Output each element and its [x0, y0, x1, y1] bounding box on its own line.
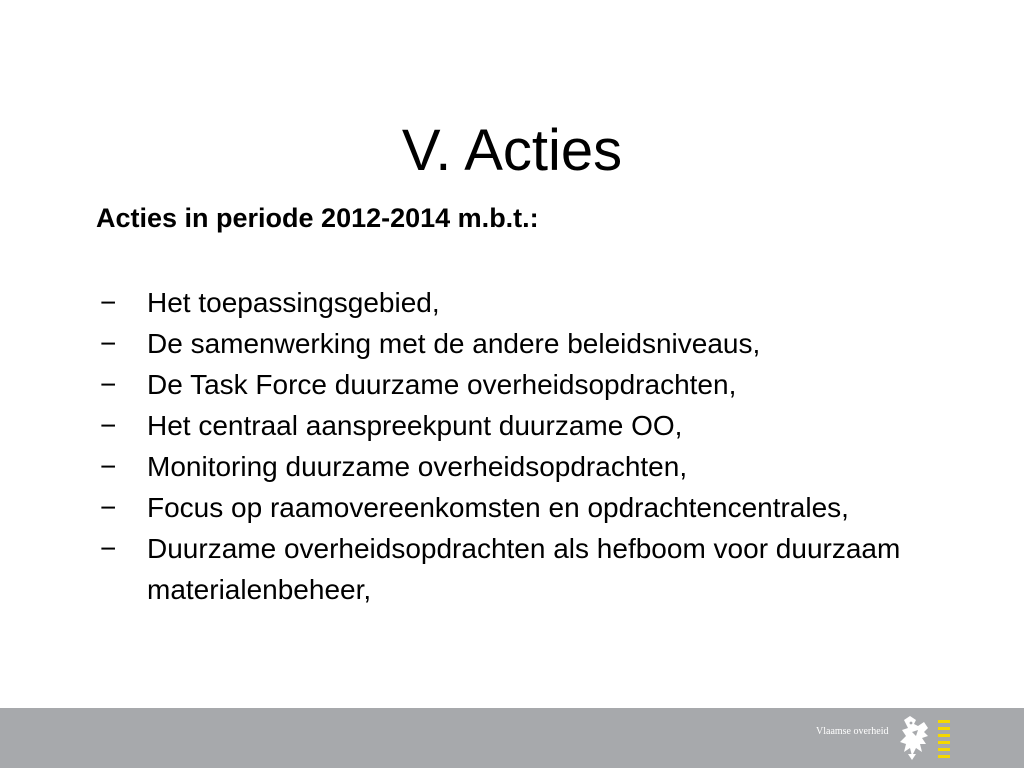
bullet-item	[96, 405, 1016, 446]
dash-bullet: −	[100, 492, 117, 523]
dash-bullet: −	[100, 287, 117, 318]
dash-bullet: −	[100, 328, 117, 359]
dash-bullet: −	[100, 533, 117, 564]
bullet-text: Het toepassingsgebied,	[147, 287, 440, 318]
slide-title: V. Acties	[401, 117, 623, 183]
bullet-item	[96, 282, 1016, 323]
dash-bullet: −	[100, 410, 117, 441]
yellow-stripes-icon	[938, 720, 950, 758]
bullet-text: Duurzame overheidsopdrachten als hefboom voor duurzaam materialenbeheer,	[147, 533, 901, 605]
slide-subtitle: Acties in periode 2012-2014 m.b.t.:	[96, 203, 539, 233]
footer-brand-text: Vlaamse overheid	[816, 726, 889, 737]
bullet-list	[96, 282, 1016, 610]
bullet-text: Focus op raamovereenkomsten en opdrachtencentrales,	[147, 492, 849, 523]
bullet-text: Monitoring duurzame overheidsopdrachten,	[147, 451, 688, 482]
flemish-lion-icon	[898, 714, 934, 762]
bullet-text: De Task Force duurzame overheidsopdrachten,	[147, 369, 737, 400]
footer-bar	[0, 708, 1024, 768]
bullet-item	[96, 528, 1016, 610]
bullet-item	[96, 364, 1016, 405]
dash-bullet: −	[100, 451, 117, 482]
bullet-text: De samenwerking met de andere beleidsniveaus,	[147, 328, 761, 359]
bullet-item	[96, 323, 1016, 364]
dash-bullet: −	[100, 369, 117, 400]
bullet-item	[96, 487, 1016, 528]
bullet-item	[96, 446, 1016, 487]
bullet-text: Het centraal aanspreekpunt duurzame OO,	[147, 410, 683, 441]
